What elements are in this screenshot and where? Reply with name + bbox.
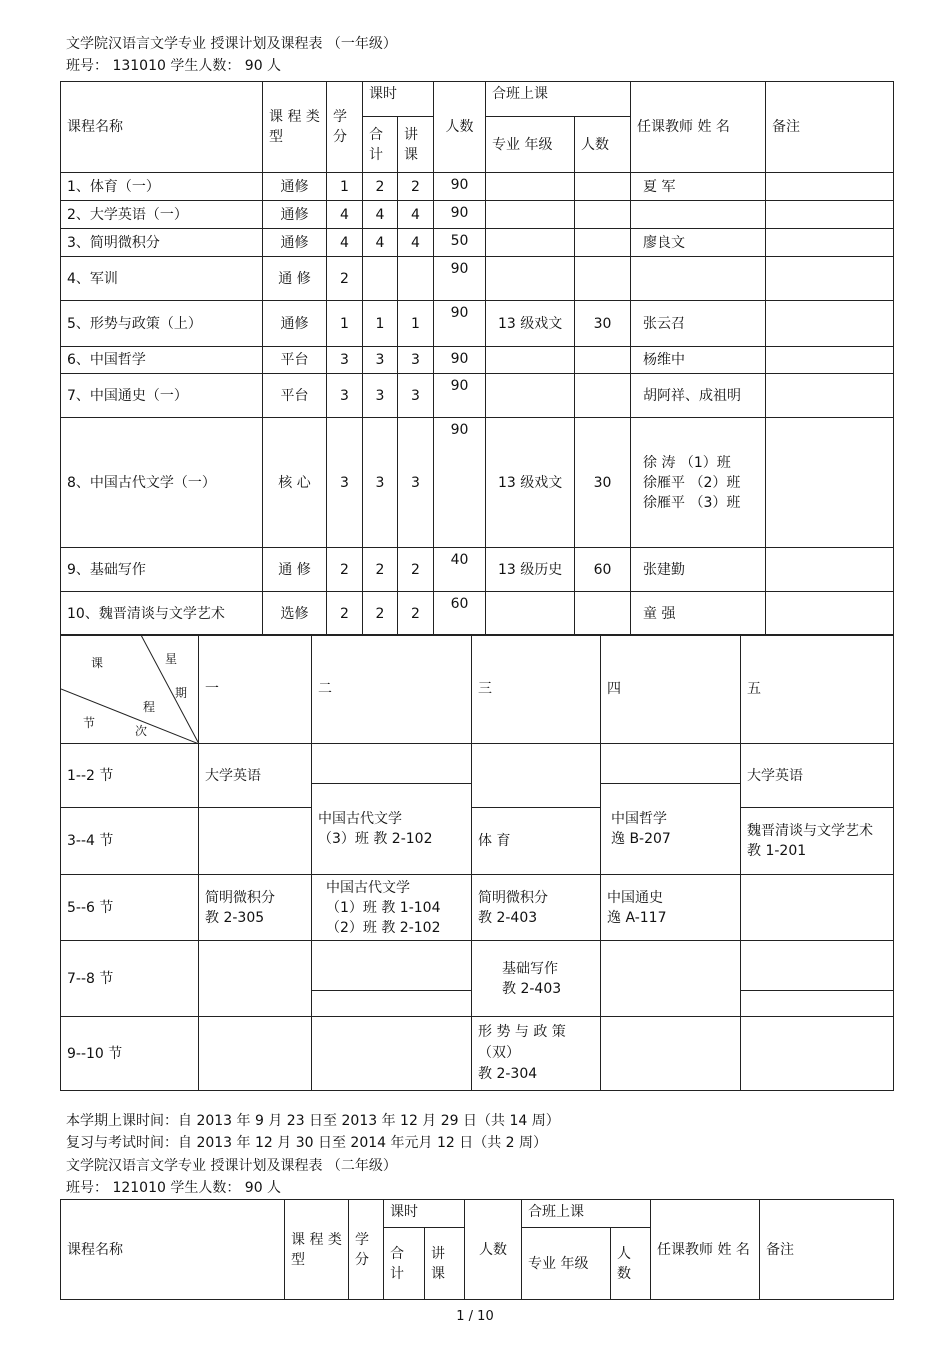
course-hours-total: 2 xyxy=(363,548,398,592)
course-hours-lecture: 3 xyxy=(398,418,434,548)
course-name: 1、体育（一） xyxy=(61,173,263,201)
cell-thu-9-10 xyxy=(601,1017,741,1091)
course-joint-major: 13 级历史 xyxy=(486,548,575,592)
course-joint-count: 30 xyxy=(575,301,631,347)
period-3-4: 3--4 节 xyxy=(61,808,199,875)
course-joint-major xyxy=(486,173,575,201)
header-credit: 学 分 xyxy=(327,82,363,173)
course-teacher: 徐 涛 （1）班 徐雁平 （2）班 徐雁平 （3）班 xyxy=(631,418,766,548)
day-header-mon: 一 xyxy=(199,635,312,744)
day-header-tue: 二 xyxy=(312,635,472,744)
course-row xyxy=(61,201,894,229)
course-name: 3、简明微积分 xyxy=(61,229,263,257)
cell-thu-7-8 xyxy=(601,941,741,1017)
course-credit: 3 xyxy=(327,418,363,548)
course-joint-count: 30 xyxy=(575,418,631,548)
course-hours-total: 3 xyxy=(363,374,398,418)
course-hours-total: 3 xyxy=(363,418,398,548)
period-5-6: 5--6 节 xyxy=(61,875,199,941)
y2-header-credit: 学 分 xyxy=(349,1200,384,1300)
course-note xyxy=(766,257,894,301)
course-teacher xyxy=(631,257,766,301)
course-row xyxy=(61,418,894,548)
y2-header-joint-class: 合班上课 xyxy=(522,1200,651,1228)
course-hours-lecture: 2 xyxy=(398,173,434,201)
cell-fri-5-6 xyxy=(741,875,894,941)
course-teacher: 童 强 xyxy=(631,592,766,636)
corner-label-ke: 课 xyxy=(91,656,104,670)
course-row xyxy=(61,229,894,257)
doc1-title: 文学院汉语言文学专业 授课计划及课程表 （一年级） xyxy=(66,36,397,52)
cell-tue-1-2 xyxy=(312,744,472,784)
course-joint-major xyxy=(486,374,575,418)
course-plan-table-year1 xyxy=(60,81,894,636)
course-hours-lecture: 1 xyxy=(398,301,434,347)
cell-wed-9-10: 形 势 与 政 策 （双） 教 2-304 xyxy=(472,1017,601,1091)
course-note xyxy=(766,548,894,592)
header-joint-major-grade: 专业 年级 xyxy=(486,117,575,173)
course-joint-major: 13 级戏文 xyxy=(486,418,575,548)
course-students: 90 xyxy=(434,257,486,301)
doc2-title: 文学院汉语言文学专业 授课计划及课程表 （二年级） xyxy=(66,1158,397,1174)
course-credit: 3 xyxy=(327,347,363,374)
cell-tue-7-8a xyxy=(312,941,472,991)
course-hours-total: 3 xyxy=(363,347,398,374)
course-joint-count xyxy=(575,374,631,418)
course-name: 7、中国通史（一） xyxy=(61,374,263,418)
course-hours-lecture xyxy=(398,257,434,301)
period-7-8: 7--8 节 xyxy=(61,941,199,1017)
course-name: 2、大学英语（一） xyxy=(61,201,263,229)
course-credit: 4 xyxy=(327,201,363,229)
course-note xyxy=(766,418,894,548)
course-credit: 3 xyxy=(327,374,363,418)
course-students: 90 xyxy=(434,374,486,418)
course-row xyxy=(61,173,894,201)
cell-thu-3-4: 中国哲学 逸 B-207 xyxy=(601,784,741,875)
cell-fri-3-4: 魏晋清谈与文学艺术 教 1-201 xyxy=(741,808,894,875)
corner-label-cheng: 程 xyxy=(143,700,156,714)
course-hours-total: 2 xyxy=(363,173,398,201)
course-type: 通修 xyxy=(263,173,327,201)
page-number: 1 / 10 xyxy=(456,1309,494,1324)
header-students: 人数 xyxy=(434,82,486,173)
course-joint-major xyxy=(486,592,575,636)
course-credit: 1 xyxy=(327,301,363,347)
course-row xyxy=(61,257,894,301)
course-hours-lecture: 2 xyxy=(398,592,434,636)
course-hours-lecture: 4 xyxy=(398,201,434,229)
course-credit: 2 xyxy=(327,592,363,636)
cell-tue-7-8b xyxy=(312,991,472,1017)
course-teacher: 张建勤 xyxy=(631,548,766,592)
corner-label-qi: 期 xyxy=(175,686,188,700)
course-hours-total: 4 xyxy=(363,229,398,257)
cell-tue-5-6: 中国古代文学 （1）班 教 1-104 （2）班 教 2-102 xyxy=(312,875,472,941)
course-teacher: 夏 军 xyxy=(631,173,766,201)
course-joint-count xyxy=(575,347,631,374)
course-type: 核 心 xyxy=(263,418,327,548)
course-name: 10、魏晋清谈与文学艺术 xyxy=(61,592,263,636)
course-name: 4、军训 xyxy=(61,257,263,301)
header-joint-count: 人数 xyxy=(575,117,631,173)
course-joint-count xyxy=(575,592,631,636)
y2-header-joint-count: 人 数 xyxy=(611,1228,651,1300)
cell-mon-7-8 xyxy=(199,941,312,1017)
course-teacher: 廖良文 xyxy=(631,229,766,257)
course-note xyxy=(766,229,894,257)
course-note xyxy=(766,173,894,201)
term-dates: 本学期上课时间：自 2013 年 9 月 23 日至 2013 年 12 月 29 日（共 14 周） xyxy=(66,1113,560,1129)
course-note xyxy=(766,374,894,418)
course-students: 60 xyxy=(434,592,486,636)
course-teacher: 胡阿祥、成祖明 xyxy=(631,374,766,418)
course-credit: 2 xyxy=(327,548,363,592)
course-joint-count xyxy=(575,173,631,201)
course-joint-count xyxy=(575,201,631,229)
course-students: 50 xyxy=(434,229,486,257)
y2-header-course-type: 课 程 类型 xyxy=(285,1200,349,1300)
course-hours-lecture: 3 xyxy=(398,374,434,418)
course-credit: 2 xyxy=(327,257,363,301)
doc2-class-info: 班号： 121010 学生人数： 90 人 xyxy=(66,1180,282,1196)
course-students: 90 xyxy=(434,201,486,229)
header-course-type: 课 程 类型 xyxy=(263,82,327,173)
cell-thu-5-6: 中国通史 逸 A-117 xyxy=(601,875,741,941)
course-type: 通修 xyxy=(263,201,327,229)
y2-header-teacher: 任课教师 姓 名 xyxy=(651,1200,760,1300)
y2-header-students: 人数 xyxy=(465,1200,522,1300)
header-note: 备注 xyxy=(766,82,894,173)
corner-label-xing: 星 xyxy=(165,652,178,666)
corner-label-jie: 节 xyxy=(83,716,96,730)
cell-thu-1-2 xyxy=(601,744,741,784)
course-hours-lecture: 4 xyxy=(398,229,434,257)
course-students: 40 xyxy=(434,548,486,592)
course-row xyxy=(61,301,894,347)
course-students: 90 xyxy=(434,301,486,347)
course-note xyxy=(766,301,894,347)
cell-tue-9-10 xyxy=(312,1017,472,1091)
cell-mon-3-4 xyxy=(199,808,312,875)
course-teacher: 杨维中 xyxy=(631,347,766,374)
header-course-name: 课程名称 xyxy=(61,82,263,173)
course-hours-lecture: 2 xyxy=(398,548,434,592)
course-joint-major xyxy=(486,201,575,229)
course-type: 选修 xyxy=(263,592,327,636)
weekly-schedule-table xyxy=(60,634,894,1091)
cell-fri-7-8b xyxy=(741,991,894,1017)
cell-mon-1-2: 大学英语 xyxy=(199,744,312,808)
y2-header-joint-major-grade: 专业 年级 xyxy=(522,1228,611,1300)
y2-header-hours: 课时 xyxy=(384,1200,465,1228)
course-plan-table-year2 xyxy=(60,1199,894,1300)
cell-wed-5-6: 简明微积分 教 2-403 xyxy=(472,875,601,941)
course-hours-lecture: 3 xyxy=(398,347,434,374)
course-type: 通修 xyxy=(263,301,327,347)
course-type: 通 修 xyxy=(263,257,327,301)
day-header-fri: 五 xyxy=(741,635,894,744)
course-joint-count xyxy=(575,257,631,301)
course-joint-major xyxy=(486,257,575,301)
header-hours-lecture: 讲 课 xyxy=(398,117,434,173)
course-row xyxy=(61,347,894,374)
course-teacher xyxy=(631,201,766,229)
course-joint-major xyxy=(486,347,575,374)
header-joint-class: 合班上课 xyxy=(486,82,631,117)
course-row xyxy=(61,548,894,592)
course-name: 8、中国古代文学（一） xyxy=(61,418,263,548)
course-joint-major: 13 级戏文 xyxy=(486,301,575,347)
course-name: 6、中国哲学 xyxy=(61,347,263,374)
day-header-wed: 三 xyxy=(472,635,601,744)
course-credit: 1 xyxy=(327,173,363,201)
course-type: 平台 xyxy=(263,374,327,418)
course-row xyxy=(61,374,894,418)
course-joint-count xyxy=(575,229,631,257)
course-hours-total: 1 xyxy=(363,301,398,347)
course-type: 通修 xyxy=(263,229,327,257)
period-1-2: 1--2 节 xyxy=(61,744,199,808)
cell-fri-7-8a xyxy=(741,941,894,991)
schedule-corner-cell xyxy=(61,635,199,744)
cell-wed-1-2 xyxy=(472,744,601,808)
header-hours-total: 合 计 xyxy=(363,117,398,173)
course-name: 9、基础写作 xyxy=(61,548,263,592)
course-type: 通 修 xyxy=(263,548,327,592)
course-note xyxy=(766,201,894,229)
course-name: 5、形势与政策（上） xyxy=(61,301,263,347)
y2-header-hours-lecture: 讲 课 xyxy=(425,1228,465,1300)
course-joint-count: 60 xyxy=(575,548,631,592)
cell-wed-7-8: 基础写作 教 2-403 xyxy=(472,941,601,1017)
course-credit: 4 xyxy=(327,229,363,257)
course-students: 90 xyxy=(434,173,486,201)
cell-mon-9-10 xyxy=(199,1017,312,1091)
cell-fri-9-10 xyxy=(741,1017,894,1091)
cell-fri-1-2: 大学英语 xyxy=(741,744,894,808)
course-students: 90 xyxy=(434,347,486,374)
course-type: 平台 xyxy=(263,347,327,374)
course-students: 90 xyxy=(434,418,486,548)
course-hours-total: 4 xyxy=(363,201,398,229)
day-header-thu: 四 xyxy=(601,635,741,744)
course-teacher: 张云召 xyxy=(631,301,766,347)
exam-dates: 复习与考试时间：自 2013 年 12 月 30 日至 2014 年元月 12 日（共 2 周） xyxy=(66,1135,548,1151)
corner-label-ci: 次 xyxy=(135,724,148,738)
course-hours-total xyxy=(363,257,398,301)
cell-mon-5-6: 简明微积分 教 2-305 xyxy=(199,875,312,941)
course-joint-major xyxy=(486,229,575,257)
cell-tue-3-4: 中国古代文学 （3）班 教 2-102 xyxy=(312,784,472,875)
y2-header-course-name: 课程名称 xyxy=(61,1200,285,1300)
course-row xyxy=(61,592,894,636)
course-note xyxy=(766,347,894,374)
period-9-10: 9--10 节 xyxy=(61,1017,199,1091)
y2-header-note: 备注 xyxy=(760,1200,894,1300)
y2-header-hours-total: 合 计 xyxy=(384,1228,425,1300)
doc1-class-info: 班号： 131010 学生人数： 90 人 xyxy=(66,58,282,74)
header-teacher: 任课教师 姓 名 xyxy=(631,82,766,173)
cell-wed-3-4: 体 育 xyxy=(472,808,601,875)
header-hours: 课时 xyxy=(363,82,434,117)
course-hours-total: 2 xyxy=(363,592,398,636)
course-note xyxy=(766,592,894,636)
